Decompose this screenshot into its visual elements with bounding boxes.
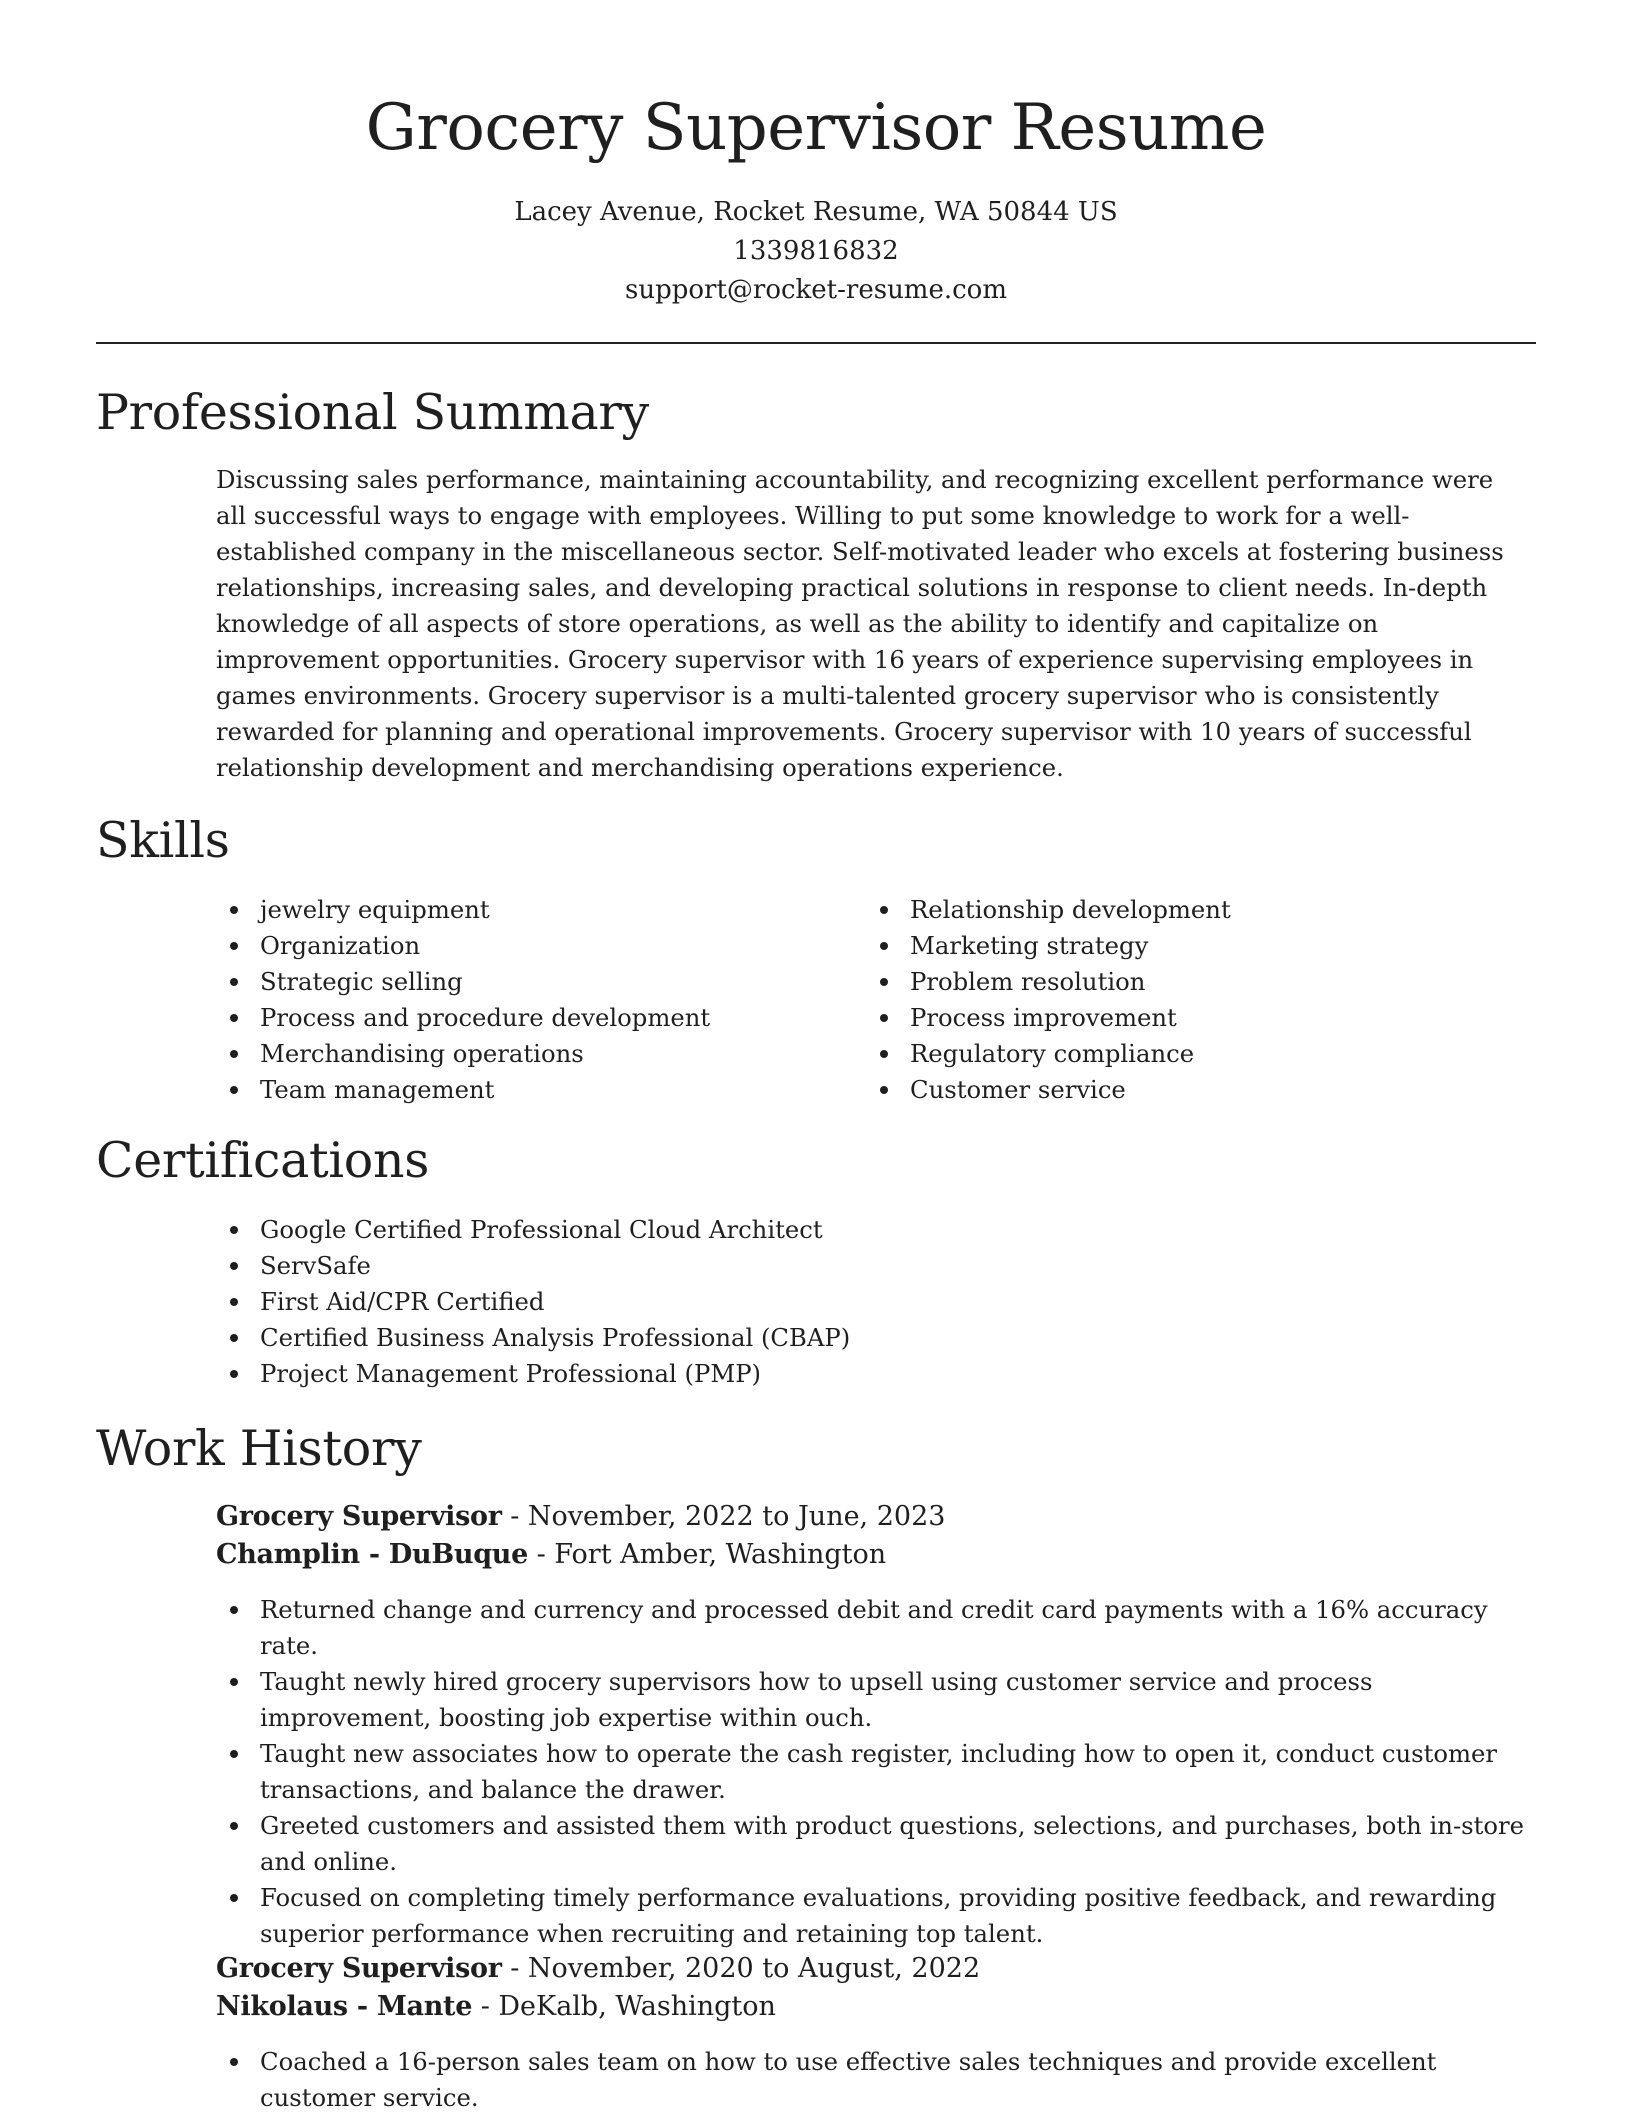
contact-email: support@rocket-resume.com (624, 275, 1007, 305)
job-location: - DeKalb, Washington (472, 1991, 776, 2022)
job-duties-list (216, 1592, 1536, 1952)
job-duty-item: Greeted customers and assisted them with product questions, selections, and purchases, both in-store and online. (216, 1808, 1536, 1880)
skill-item: jewelry equipment (216, 892, 836, 928)
job-employer-line (216, 1988, 1516, 2026)
skill-item: Problem resolution (866, 964, 1506, 1000)
job-duty-item: Focused on completing timely performance evaluations, providing positive feedback, and rewarding superior performance when recruiting and retaining top talent. (216, 1880, 1536, 1952)
skill-item: Process improvement (866, 1000, 1506, 1036)
skill-item: Strategic selling (216, 964, 836, 1000)
skills-list-right (866, 892, 1506, 1108)
skill-item: Customer service (866, 1072, 1506, 1108)
job-title: Grocery Supervisor (216, 1501, 502, 1532)
summary-text: Discussing sales performance, maintaining accountability, and recognizing excellent performance were all successful ways to engage with employees. Willing to put some knowledge to work for a well-established company in the miscellaneous sector. Self-motivated leader who excels at fostering business relationships, increasing sales, and developing practical solutions in response to client needs. In-depth knowledge of all aspects of store operations, as well as the ability to identify and capitalize on improvement opportunities. Grocery supervisor with 16 years of experience supervising employees in games environments. Grocery supervisor is a multi-talented grocery supervisor who is consistently rewarded for planning and operational improvements. Grocery supervisor with 10 years of successful relationship development and merchandising operations experience. (216, 465, 1504, 782)
certification-item: First Aid/CPR Certified (216, 1284, 1416, 1320)
contact-block (0, 193, 1632, 310)
summary-heading: Professional Summary (96, 384, 649, 441)
job-employer: Champlin - DuBuque (216, 1539, 528, 1570)
job-employer-line (216, 1536, 1516, 1574)
job-title-line (216, 1950, 1516, 1988)
skill-item: Merchandising operations (216, 1036, 836, 1072)
job-duty-item: Taught new associates how to operate the cash register, including how to open it, conduct customer transactions, and balance the drawer. (216, 1736, 1536, 1808)
certification-item: Certified Business Analysis Professional (CBAP) (216, 1320, 1416, 1356)
header-divider (96, 342, 1536, 344)
job-location: - Fort Amber, Washington (528, 1539, 887, 1570)
job-employer: Nikolaus - Mante (216, 1991, 473, 2022)
skill-item: Process and procedure development (216, 1000, 836, 1036)
job-title: Grocery Supervisor (216, 1953, 502, 1984)
skill-item: Team management (216, 1072, 836, 1108)
skill-item: Relationship development (866, 892, 1506, 928)
skills-heading: Skills (96, 812, 230, 869)
job-dates: - November, 2022 to June, 2023 (501, 1501, 946, 1532)
job-duty-item: Coached a 16-person sales team on how to use effective sales techniques and provide excellent customer service. (216, 2044, 1536, 2116)
certifications-list (216, 1212, 1416, 1392)
skill-item: Regulatory compliance (866, 1036, 1506, 1072)
job-title-line (216, 1498, 1516, 1536)
job-duty-item: Returned change and currency and processed debit and credit card payments with a 16% accuracy rate. (216, 1592, 1536, 1664)
contact-phone: 1339816832 (733, 236, 899, 266)
job-dates: - November, 2020 to August, 2022 (501, 1953, 981, 1984)
skills-list-left (216, 892, 836, 1108)
job-duties-list (216, 2044, 1536, 2116)
skill-item: Organization (216, 928, 836, 964)
contact-address: Lacey Avenue, Rocket Resume, WA 50844 US (514, 197, 1118, 227)
resume-title: Grocery Supervisor Resume (365, 91, 1267, 165)
certification-item: ServSafe (216, 1248, 1416, 1284)
certifications-heading: Certifications (96, 1132, 430, 1189)
certification-item: Google Certified Professional Cloud Architect (216, 1212, 1416, 1248)
job-duty-item: Taught newly hired grocery supervisors how to upsell using customer service and process improvement, boosting job expertise within ouch. (216, 1664, 1536, 1736)
work-history-heading: Work History (96, 1420, 422, 1477)
certification-item: Project Management Professional (PMP) (216, 1356, 1416, 1392)
skill-item: Marketing strategy (866, 928, 1506, 964)
